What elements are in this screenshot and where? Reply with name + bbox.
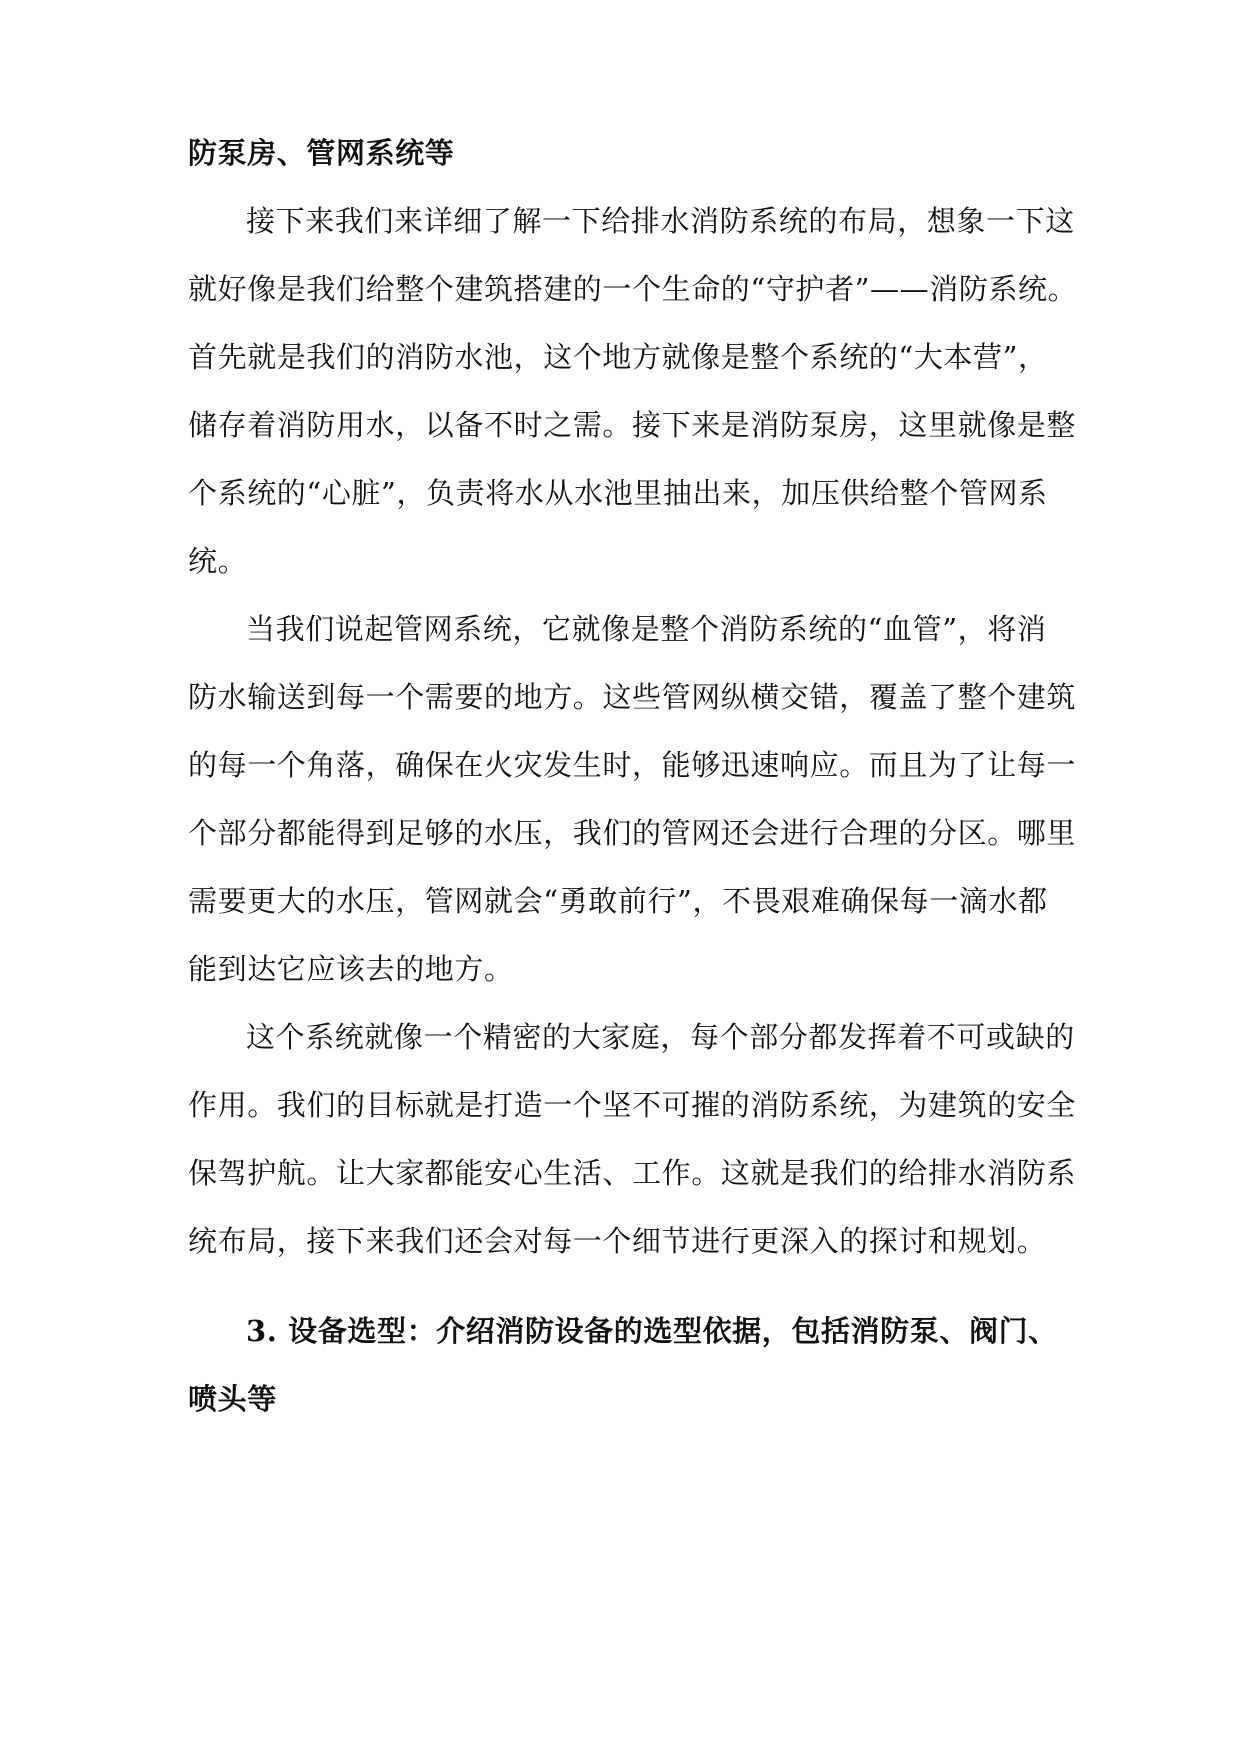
paragraph-line: 接下来我们来详细了解一下给排水消防系统的布局，想象一下这: [246, 204, 1075, 238]
paragraph-line: 就好像是我们给整个建筑搭建的一个生命的“守护者”——消防系统。: [188, 272, 1078, 306]
paragraph-line: 储存着消防用水，以备不时之需。接下来是消防泵房，这里就像是整: [188, 408, 1077, 442]
paragraph-line: 当我们说起管网系统，它就像是整个消防系统的“血管”，将消: [246, 612, 1047, 646]
section-heading-continuation: 防泵房、管网系统等: [188, 136, 455, 170]
paragraph-line: 统。: [188, 544, 248, 578]
paragraph-line: 个部分都能得到足够的水压，我们的管网还会进行合理的分区。哪里: [188, 816, 1077, 850]
paragraph-line: 个系统的“心脏”，负责将水从水池里抽出来，加压供给整个管网系: [188, 476, 1048, 510]
section-heading-line: 3. 设备选型：介绍消防设备的选型依据，包括消防泵、阀门、: [246, 1314, 1058, 1348]
paragraph-line: 防水输送到每一个需要的地方。这些管网纵横交错，覆盖了整个建筑: [188, 680, 1077, 714]
paragraph-line: 首先就是我们的消防水池，这个地方就像是整个系统的“大本营”，: [188, 340, 1048, 374]
paragraph-line: 保驾护航。让大家都能安心生活、工作。这就是我们的给排水消防系: [188, 1156, 1077, 1190]
paragraph-line: 需要更大的水压，管网就会“勇敢前行”，不畏艰难确保每一滴水都: [188, 884, 1048, 918]
paragraph-line: 统布局，接下来我们还会对每一个细节进行更深入的探讨和规划。: [188, 1224, 1047, 1258]
paragraph-line: 这个系统就像一个精密的大家庭，每个部分都发挥着不可或缺的: [246, 1020, 1075, 1054]
paragraph-line: 作用。我们的目标就是打造一个坚不可摧的消防系统，为建筑的安全: [188, 1088, 1077, 1122]
paragraph-line: 能到达它应该去的地方。: [188, 952, 514, 986]
paragraph-line: 的每一个角落，确保在火灾发生时，能够迅速响应。而且为了让每一: [188, 748, 1077, 782]
section-heading-line: 喷头等: [188, 1382, 277, 1416]
